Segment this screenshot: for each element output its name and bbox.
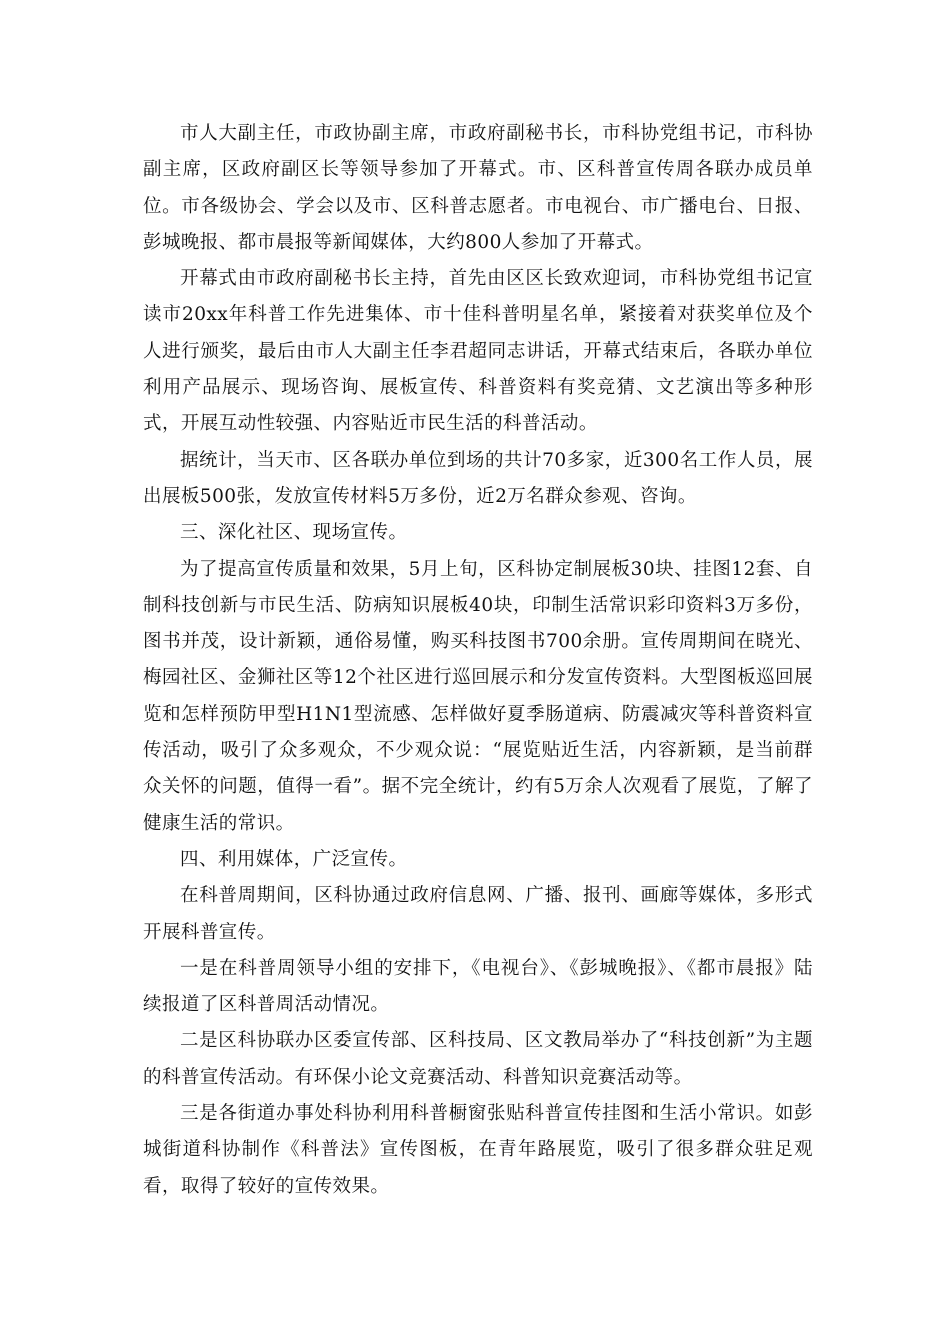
paragraph-media-point-3: 三是各街道办事处科协利用科普橱窗张贴科普宣传挂图和生活小常识。如彭城街道科协制作《科普法》宣传图板，在青年路展览，吸引了很多群众驻足观看，取得了较好的宣传效果。: [143, 1103, 813, 1197]
paragraph-media-intro: 在科普周期间，区科协通过政府信息网、广播、报刊、画廊等媒体，多形式开展科普宣传。: [143, 885, 813, 943]
document-body: [143, 116, 813, 1205]
paragraph-opening-ceremony: 开幕式由市政府副秘书长主持，首先由区区长致欢迎词，市科协党组书记宣读市20xx年科普工作先进集体、市十佳科普明星名单，紧接着对获奖单位及个人进行颁奖，最后由市人大副主任李君超同志讲话，开幕式结束后，各联办单位利用产品展示、现场咨询、展板宣传、科普资料有奖竞猜、文艺演出等多种形式，开展互动性较强、内容贴近市民生活的科普活动。: [143, 268, 813, 435]
section-heading-community: 三、深化社区、现场宣传。: [180, 522, 408, 544]
paragraph-statistics: 据统计，当天市、区各联办单位到场的共计70多家，近300名工作人员，展出展板500张，发放宣传材料5万多份，近2万名群众参观、咨询。: [143, 449, 813, 507]
paragraph-opening-attendees: 市人大副主任，市政协副主席，市政府副秘书长，市科协党组书记，市科协副主席，区政府副区长等领导参加了开幕式。市、区科普宣传周各联办成员单位。市各级协会、学会以及市、区科普志愿者。市电视台、市广播电台、日报、彭城晚报、都市晨报等新闻媒体，大约800人参加了开幕式。: [143, 123, 813, 253]
paragraph-media-point-1: 一是在科普周领导小组的安排下，《电视台》、《彭城晚报》、《都市晨报》陆续报道了区科普周活动情况。: [143, 957, 813, 1016]
section-heading-media: 四、利用媒体，广泛宣传。: [180, 848, 408, 870]
paragraph-media-point-2: 二是区科协联办区委宣传部、区科技局、区文教局举办了“科技创新”为主题的科普宣传活动。有环保小论文竞赛活动、科普知识竞赛活动等。: [143, 1030, 813, 1088]
paragraph-community-promotion: 为了提高宣传质量和效果，5月上旬，区科协定制展板30块、挂图12套、自制科技创新与市民生活、防病知识展板40块，印制生活常识彩印资料3万多份，图书并茂，设计新颖，通俗易懂，购买科技图书700余册。宣传周期间在晓光、梅园社区、金狮社区等12个社区进行巡回展示和分发宣传资料。大型图板巡回展览和怎样预防甲型H1N1型流感、怎样做好夏季肠道病、防震减灾等科普资料宣传活动，吸引了众多观众，不少观众说：“展览贴近生活，内容新颖，是当前群众关怀的问题，值得一看”。据不完全统计，约有5万余人次观看了展览，了解了健康生活的常识。: [143, 558, 813, 834]
